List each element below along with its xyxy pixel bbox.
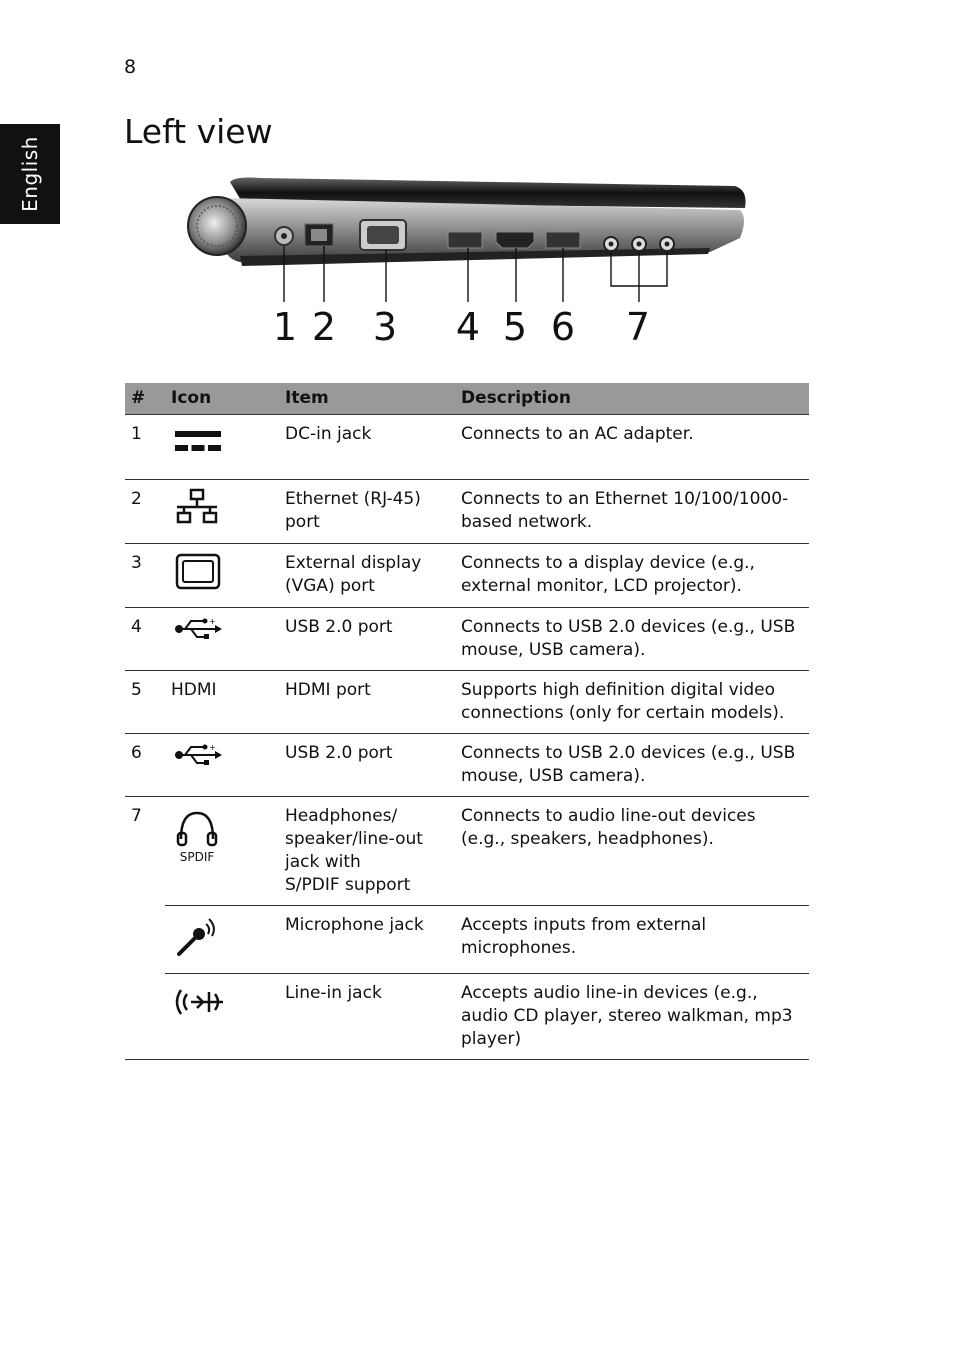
row-description: Connects to a display device (e.g., external monitor, LCD projector). [455, 544, 809, 608]
row-num [125, 906, 165, 974]
row-num: 7 [131, 806, 142, 826]
callout-6: 6 [550, 305, 576, 349]
table-header-row [125, 383, 809, 415]
callout-5: 5 [502, 305, 528, 349]
row-item-line: S/PDIF support [285, 875, 411, 895]
row-item-line: Headphones/ [285, 806, 398, 826]
table-row [125, 544, 809, 608]
row-description: Connects to audio line-out devices (e.g., speakers, headphones). [455, 797, 809, 906]
row-icon-text: HDMI [165, 671, 279, 734]
header-icon: Icon [165, 383, 279, 415]
row-item: Microphone jack [279, 906, 455, 974]
callout-1: 1 [272, 305, 298, 349]
row-description: Connects to an AC adapter. [455, 415, 809, 480]
page-number: 8 [124, 56, 137, 78]
row-icon [165, 415, 279, 480]
header-num: # [125, 383, 165, 415]
headphones-icon [171, 805, 223, 869]
callout-7: 7 [625, 305, 651, 349]
spdif-label: SPDIF [179, 850, 215, 864]
usb-icon [171, 742, 223, 768]
header-item: Item [279, 383, 455, 415]
row-num: 4 [125, 608, 165, 671]
table-row [125, 415, 809, 480]
table-row [125, 480, 809, 544]
network-icon [171, 488, 223, 528]
row-item-line: jack with [285, 852, 361, 872]
row-description: Supports high definition digital video connections (only for certain models). [455, 671, 809, 734]
row-item: USB 2.0 port [279, 734, 455, 797]
row-item: HDMI port [279, 671, 455, 734]
row-item: DC-in jack [279, 415, 455, 480]
row-icon [165, 734, 279, 797]
row-item [279, 797, 455, 906]
row-description: Accepts audio line-in devices (e.g., audio CD player, stereo walkman, mp3 player) [455, 974, 809, 1060]
callout-2: 2 [311, 305, 337, 349]
usb-icon [171, 616, 223, 642]
row-num: 6 [125, 734, 165, 797]
table-row [125, 974, 809, 1060]
row-icon [165, 544, 279, 608]
svg-text:+: + [209, 617, 216, 626]
dc-in-icon [171, 423, 223, 457]
row-item-line: speaker/line-out [285, 829, 423, 849]
row-icon [165, 608, 279, 671]
row-icon [165, 974, 279, 1060]
language-tab [0, 124, 60, 224]
language-tab-label: English [18, 136, 42, 212]
callout-4: 4 [455, 305, 481, 349]
table-row [125, 906, 809, 974]
row-description: Connects to an Ethernet 10/100/1000-based network. [455, 480, 809, 544]
row-num: 1 [125, 415, 165, 480]
row-description: Connects to USB 2.0 devices (e.g., USB mouse, USB camera). [455, 608, 809, 671]
row-item: USB 2.0 port [279, 608, 455, 671]
laptop-left-view-figure [180, 168, 780, 358]
page-title: Left view [124, 112, 273, 151]
line-in-icon [171, 982, 227, 1022]
row-item: Ethernet (RJ-45) port [279, 480, 455, 544]
row-item: Line-in jack [279, 974, 455, 1060]
table-row [125, 671, 809, 734]
display-icon [171, 552, 223, 592]
row-num: 2 [125, 480, 165, 544]
row-icon [165, 480, 279, 544]
ports-table [125, 383, 809, 1060]
row-num: 3 [125, 544, 165, 608]
row-description: Accepts inputs from external microphones. [455, 906, 809, 974]
row-description: Connects to USB 2.0 devices (e.g., USB mouse, USB camera). [455, 734, 809, 797]
table-row [125, 608, 809, 671]
callout-3: 3 [372, 305, 398, 349]
svg-text:+: + [209, 743, 216, 752]
microphone-icon [171, 914, 223, 958]
row-item: External display (VGA) port [279, 544, 455, 608]
row-icon [165, 906, 279, 974]
table-row [125, 797, 809, 906]
row-icon [165, 797, 279, 906]
header-description: Description [455, 383, 809, 415]
table-row [125, 734, 809, 797]
row-num [125, 974, 165, 1060]
row-num: 5 [125, 671, 165, 734]
